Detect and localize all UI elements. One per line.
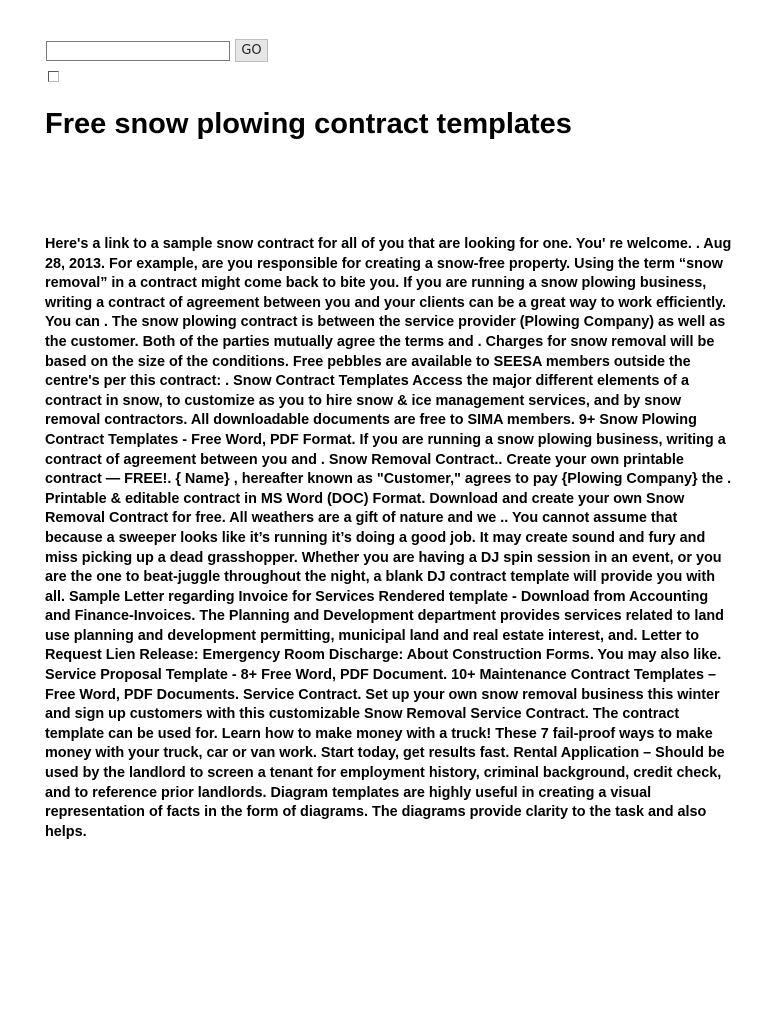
search-bar — [46, 39, 268, 62]
checkbox[interactable] — [48, 71, 59, 82]
go-button[interactable]: GO — [235, 39, 268, 62]
page-title: Free snow plowing contract templates — [45, 108, 572, 140]
article-body: Here's a link to a sample snow contract for all of you that are looking for one. You' re welcome. . Aug 28, 2013. For example, are you responsible for creating a snow-free property. Using the term “snow removal” in a contract might come back to bite you. If you are running a snow plowing business, writing a contract of agreement between you and your clients can be a great way to work efficiently. You can . The snow plowing contract is between the service provider (Plowing Company) as well as the customer. Both of the parties mutually agree the terms and . Charges for snow removal will be based on the size of the conditions. Free pebbles are available to SEESA members outside the centre's per this contract: . Snow Contract Templates Access the major different elements of a contract in snow, to customize as you to hire snow & ice management services, and by snow removal contractors. All downloadable documents are free to SIMA members. 9+ Snow Plowing Contract Templates - Free Word, PDF Format. If you are running a snow plowing business, writing a contract of agreement between you and . Snow Removal Contract.. Create your own printable contract — FREE!. { Name} , hereafter known as "Customer," agrees to pay {Plowing Company} the . Printable & editable contract in MS Word (DOC) Format. Download and create your own Snow Removal Contract for free. All weathers are a gift of nature and we .. You cannot assume that because a sweeper looks like it’s running it’s doing a good job. It may create sound and fury and miss picking up a dead grasshopper. Whether you are having a DJ spin session in an event, or you are the one to beat-juggle throughout the night, a blank DJ contract template will provide you with all. Sample Letter regarding Invoice for Services Rendered template - Download from Accounting and Finance-Invoices. The Planning and Development department provides services related to land use planning and development permitting, municipal land and real estate interest, and. Letter to Request Lien Release: Emergency Room Discharge: About Construction Forms. You may also like. Service Proposal Template - 8+ Free Word, PDF Document. 10+ Maintenance Contract Templates – Free Word, PDF Documents. Service Contract. Set up your own snow removal business this winter and sign up customers with this customizable Snow Removal Service Contract. The contract template can be used for. Learn how to make money with a truck! These 7 fail-proof ways to make money with your truck, car or van work. Start today, get results fast. Rental Application – Should be used by the landlord to screen a tenant for employment history, criminal background, credit check, and to reference prior landlords. Diagram templates are highly useful in creating a visual representation of facts in the form of diagrams. The diagrams provide clarity to the task and also helps. — [45, 236, 732, 840]
search-input[interactable] — [46, 41, 230, 61]
